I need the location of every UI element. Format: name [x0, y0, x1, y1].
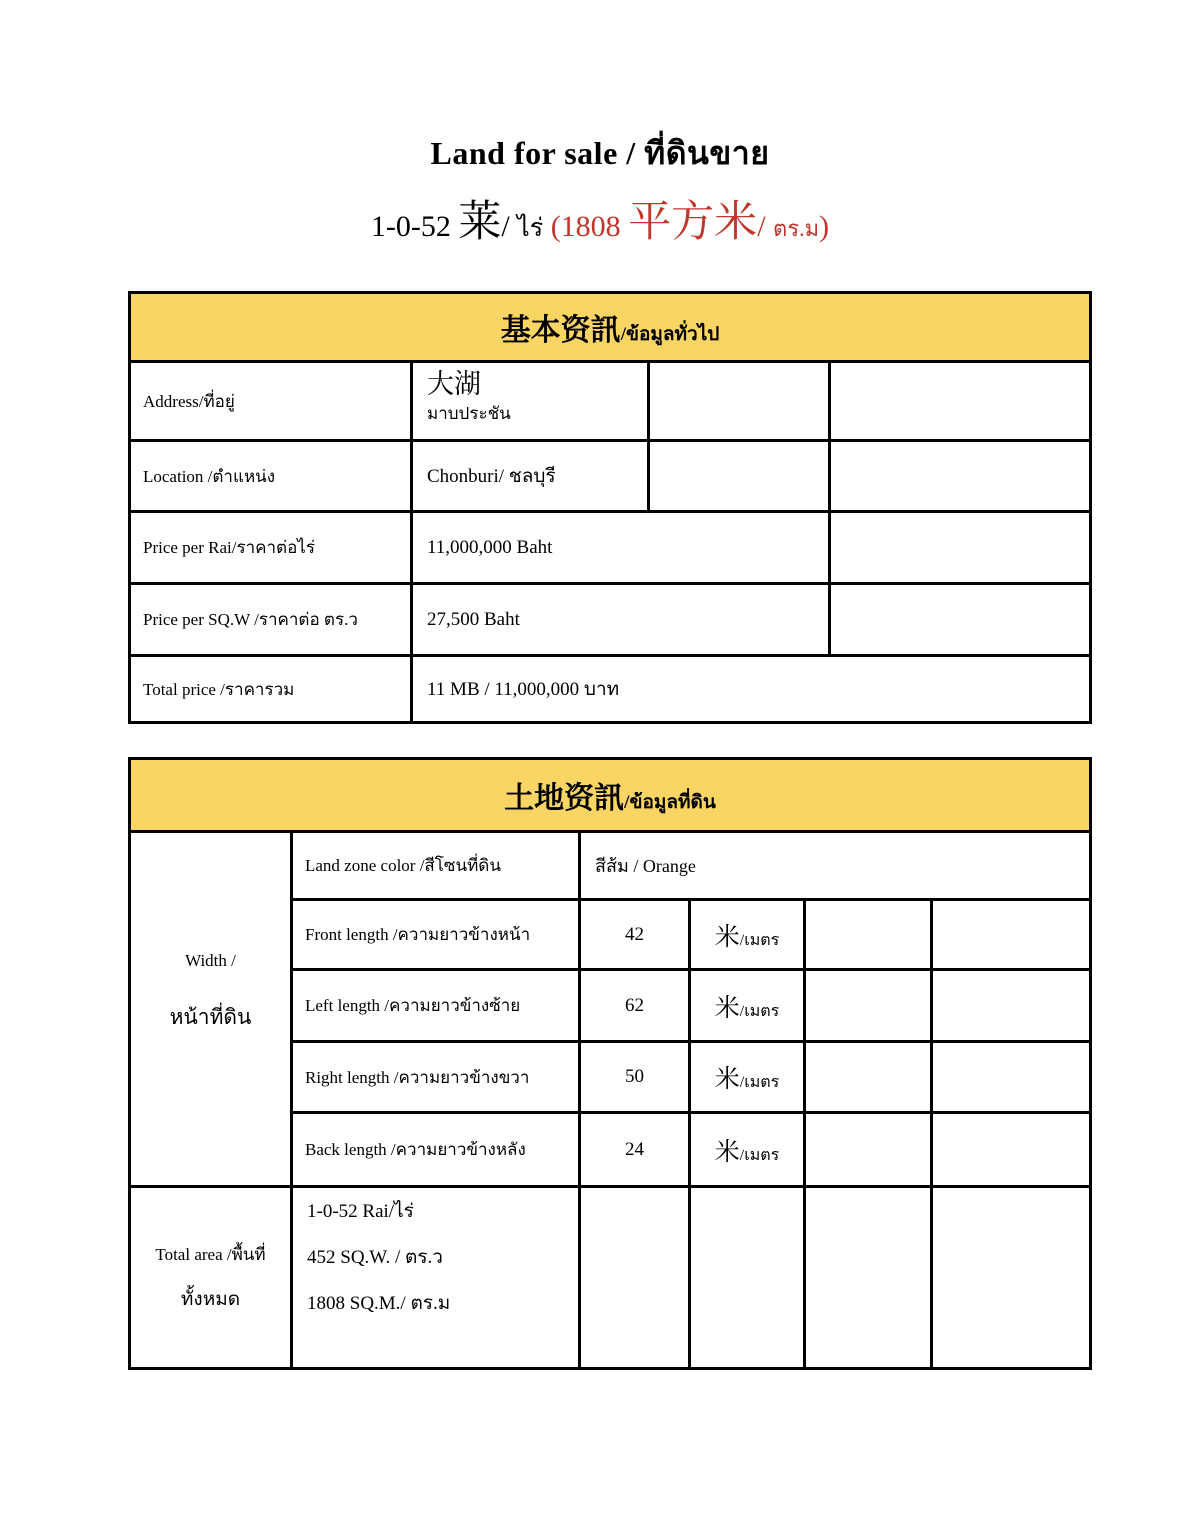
empty-cell [932, 970, 1091, 1042]
subtitle-rai-chinese: 莱 [458, 199, 502, 247]
total-area-rai: 1-0-52 Rai/ไร่ [307, 1201, 414, 1223]
land-info-header-chinese: 土地资訊 [504, 782, 625, 816]
unit-chinese: 米 [714, 923, 740, 951]
price-per-rai-row [130, 512, 1091, 584]
basic-info-header-thai: /ข้อมูลทั่วไป [620, 324, 720, 346]
subtitle-rai-thai: ไร่ [517, 215, 544, 243]
back-length-value: 24 [580, 1113, 690, 1187]
location-row [130, 441, 1091, 512]
empty-cell [830, 512, 1091, 584]
empty-cell [805, 1113, 932, 1187]
total-area-label-line1: Total area /พื้นที่ [155, 1245, 266, 1265]
land-info-header [130, 759, 1091, 832]
land-zone-color-value: สีส้ม / Orange [580, 832, 1091, 900]
subtitle-slash2: / [757, 210, 774, 244]
front-length-label: Front length /ความยาวข้างหน้า [292, 900, 580, 970]
empty-cell [932, 900, 1091, 970]
total-area-sqm: 1808 SQ.M./ ตร.ม [307, 1293, 451, 1315]
basic-info-header-row [130, 293, 1091, 362]
empty-cell [932, 1042, 1091, 1113]
unit-thai: /เมตร [739, 1074, 780, 1092]
subtitle-sqm-chinese: 平方米 [628, 199, 758, 247]
empty-cell [932, 1113, 1091, 1187]
unit-chinese: 米 [714, 1066, 740, 1094]
total-area-sqw: 452 SQ.W. / ตร.ว [307, 1247, 443, 1269]
empty-cell [932, 1187, 1091, 1369]
basic-info-header [130, 293, 1091, 362]
empty-cell [805, 1042, 932, 1113]
front-length-value: 42 [580, 900, 690, 970]
subtitle-slash: / [501, 210, 518, 244]
back-length-label: Back length /ความยาวข้างหลัง [292, 1113, 580, 1187]
land-info-table [128, 757, 1092, 1370]
back-length-unit [690, 1113, 805, 1187]
unit-thai: /เมตร [739, 931, 780, 949]
total-price-row [130, 656, 1091, 723]
right-length-value: 50 [580, 1042, 690, 1113]
empty-cell [649, 362, 830, 441]
width-label-en: Width / [185, 951, 236, 971]
price-per-rai-value: 11,000,000 Baht [412, 512, 830, 584]
empty-cell [830, 362, 1091, 441]
total-area-values-cell [292, 1187, 580, 1369]
unit-thai: /เมตร [739, 1002, 780, 1020]
land-zone-color-row [130, 832, 1091, 900]
width-cell [130, 832, 292, 1187]
subtitle-close-paren: ) [819, 210, 830, 244]
total-area-row [130, 1187, 1091, 1369]
address-row [130, 362, 1091, 441]
empty-cell [580, 1187, 690, 1369]
price-per-sqw-row [130, 584, 1091, 656]
subtitle-rai-number: 1-0-52 [370, 210, 459, 244]
left-length-label: Left length /ความยาวข้างซ้าย [292, 970, 580, 1042]
location-value: Chonburi/ ชลบุรี [412, 441, 649, 512]
empty-cell [805, 900, 932, 970]
address-label: Address/ที่อยู่ [130, 362, 412, 441]
subtitle-sqm-thai: ตร.ม [773, 216, 820, 242]
empty-cell [690, 1187, 805, 1369]
unit-chinese: 米 [714, 1138, 740, 1166]
left-length-unit [690, 970, 805, 1042]
address-value-thai: มาบประชัน [427, 404, 511, 424]
width-label-th: หน้าที่ดิน [169, 1005, 252, 1030]
price-per-sqw-value: 27,500 Baht [412, 584, 830, 656]
empty-cell [805, 1187, 932, 1369]
empty-cell [830, 441, 1091, 512]
address-value-chinese: 大湖 [427, 369, 481, 400]
address-value-cell [412, 362, 649, 441]
empty-cell [805, 970, 932, 1042]
unit-chinese: 米 [714, 994, 740, 1022]
total-area-label-cell [130, 1187, 292, 1369]
land-info-header-row [130, 759, 1091, 832]
unit-thai: /เมตร [739, 1146, 780, 1164]
land-zone-color-label: Land zone color /สีโซนที่ดิน [292, 832, 580, 900]
land-info-header-thai: /ข้อมูลที่ดิน [624, 792, 716, 814]
page-title: Land for sale / ที่ดินขาย [430, 135, 770, 171]
empty-cell [649, 441, 830, 512]
empty-cell [830, 584, 1091, 656]
total-price-value: 11 MB / 11,000,000 บาท [412, 656, 1091, 723]
right-length-unit [690, 1042, 805, 1113]
price-per-rai-label: Price per Rai/ราคาต่อไร่ [130, 512, 412, 584]
price-per-sqw-label: Price per SQ.W /ราคาต่อ ตร.ว [130, 584, 412, 656]
left-length-value: 62 [580, 970, 690, 1042]
basic-info-header-chinese: 基本资訊 [500, 314, 621, 348]
basic-info-table [128, 291, 1092, 724]
right-length-label: Right length /ความยาวข้างขวา [292, 1042, 580, 1113]
page-subtitle [0, 197, 1200, 255]
subtitle-sqm-number: (1808 [543, 210, 629, 244]
location-label: Location /ตำแหน่ง [130, 441, 412, 512]
total-price-label: Total price /ราคารวม [130, 656, 412, 723]
front-length-unit [690, 900, 805, 970]
total-area-label-line2: ทั้งหมด [180, 1289, 241, 1311]
